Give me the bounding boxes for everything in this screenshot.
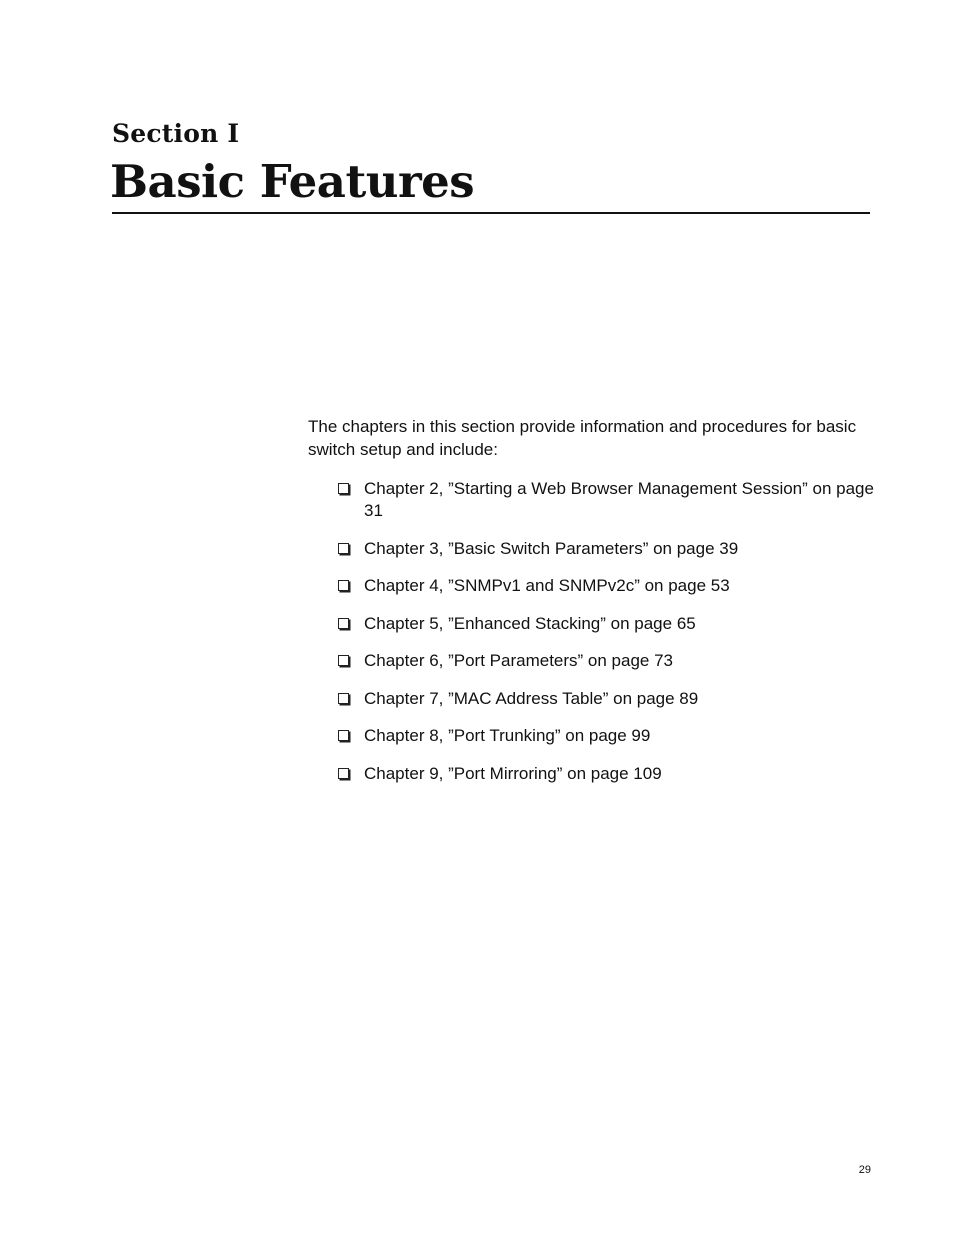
list-item (336, 478, 876, 522)
chapter-reference: Chapter 3, ”Basic Switch Parameters” on page 39 (364, 538, 739, 558)
checkbox-square-icon (338, 618, 349, 629)
checkbox-square-icon (338, 768, 349, 779)
checkbox-square-icon (338, 483, 349, 494)
chapter-reference: Chapter 7, ”MAC Address Table” on page 89 (364, 688, 699, 708)
page-title: Basic Features (110, 155, 475, 208)
list-item (336, 688, 876, 710)
chapter-reference: Chapter 2, ”Starting a Web Browser Management Session” on page 31 (364, 479, 874, 520)
checkbox-square-icon (338, 730, 349, 741)
list-item (336, 613, 876, 635)
section-intro: The chapters in this section provide information and procedures for basic switch setup and include: (308, 417, 857, 459)
chapter-reference: Chapter 8, ”Port Trunking” on page 99 (364, 726, 651, 745)
section-label: Section I (112, 119, 240, 148)
chapter-reference: Chapter 5, ”Enhanced Stacking” on page 65 (364, 613, 696, 633)
checkbox-square-icon (338, 693, 349, 704)
list-item (336, 650, 876, 672)
list-item (336, 763, 876, 785)
chapter-reference: Chapter 4, ”SNMPv1 and SNMPv2c” on page 53 (364, 576, 730, 595)
chapter-reference: Chapter 6, ”Port Parameters” on page 73 (364, 651, 673, 670)
title-divider (112, 212, 870, 214)
list-item (336, 575, 876, 597)
chapter-list (336, 478, 876, 800)
checkbox-square-icon (338, 655, 349, 666)
list-item (336, 538, 876, 560)
page-number: 29 (858, 1164, 871, 1176)
checkbox-square-icon (338, 580, 349, 591)
list-item (336, 725, 876, 747)
checkbox-square-icon (338, 543, 349, 554)
chapter-reference: Chapter 9, ”Port Mirroring” on page 109 (364, 763, 662, 783)
